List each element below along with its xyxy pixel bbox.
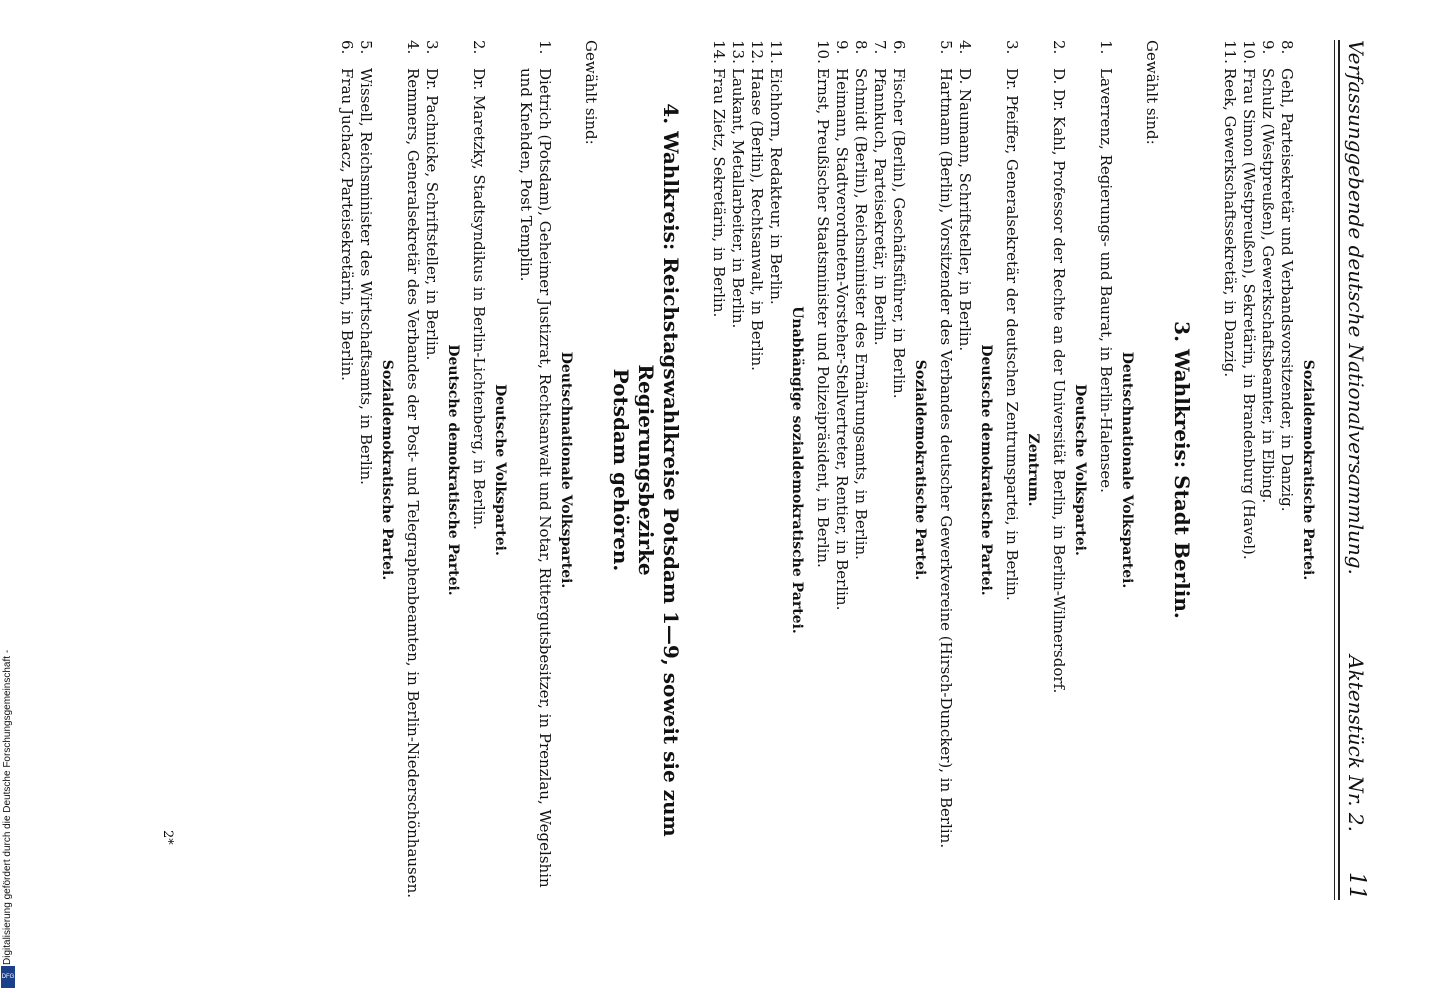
list-item: 9. Schulz (Westpreußen), Gewerkschaftsbeamter, in Elbing. (1259, 40, 1277, 504)
party-heading: Sozialdemokratische Partei. (379, 359, 395, 581)
list-item: 3. Dr. Pachnicke, Schriftsteller, in Berlin. (423, 40, 441, 361)
party-heading: Deutsche Volkspartei. (1072, 384, 1088, 556)
list-item: 11. Reek, Gewerkschaftssekretär, in Danzig. (1221, 40, 1239, 378)
member-list (516, 40, 554, 900)
header-document-number: Aktenstück Nr. 2. (1344, 655, 1368, 832)
list-item: 4. D. Naumann, Schriftsteller, in Berlin. (956, 40, 974, 352)
member-list (403, 40, 441, 900)
party-heading: Deutschnationale Volkspartei. (1119, 351, 1135, 589)
page-signature: 2* (160, 830, 175, 845)
member-list (1049, 40, 1068, 900)
list-item: 2. Dr. Maretzky, Stadtsyndikus in Berlin-Lichtenberg, in Berlin. (470, 40, 488, 530)
digitization-credit (0, 605, 18, 995)
party-heading: Unabhängige sozialdemokratische Partei. (789, 306, 805, 634)
page-header (1344, 40, 1380, 900)
list-item: 4. Remmers, Generalsekretär des Verbandes der Post- und Telegraphenbeamten, in Berlin-Niederschönhausen. (404, 40, 422, 899)
party-heading: Deutsche Volkspartei. (492, 384, 508, 556)
list-item: 9. Heimann, Stadtverordneten-Vorsteher-Stellvertreter, Rentier, in Berlin. (833, 40, 851, 611)
party-heading: Deutsche demokratische Partei. (978, 344, 994, 596)
party-heading: Deutsche demokratische Partei. (445, 344, 461, 596)
list-item: 2. D. Dr. Kahl, Professor der Rechte an der Universität Berlin, in Berlin-Wilmersdorf. (1050, 40, 1068, 694)
credit-text: Digitalisierung gefördert durch die Deutsche Forschungsgemeinschaft - (2, 649, 13, 965)
member-list (1096, 40, 1115, 900)
party-heading: Deutschnationale Volkspartei. (558, 351, 574, 589)
district-groups (337, 40, 574, 900)
list-item: 14. Frau Zietz, Sekretärin, in Berlin. (710, 40, 728, 318)
list-item: 10. Frau Simon (Westpreußen), Sekretärin, in Brandenburg (Havel). (1240, 40, 1258, 560)
member-list (469, 40, 488, 900)
member-list (813, 40, 908, 900)
list-item: 7. Pfannkuch, Parteisekretär, in Berlin. (871, 40, 889, 346)
member-list (936, 40, 974, 900)
list-item: 5. Wissell, Reichsminister des Wirtschaftsamts, in Berlin. (357, 40, 375, 485)
header-rule-thin (1334, 40, 1335, 900)
list-item: 8. Schmidt (Berlin), Reichsminister des Ernährungsamts, in Berlin. (852, 40, 870, 560)
district-groups (709, 40, 1135, 900)
list-item: 1. Dietrich (Potsdam), Geheimer Justizrat, Rechtsanwalt und Notar, Rittergutsbesitzer, in Prenzlau, Wegelshin und Knehden, Post Templin. (517, 40, 554, 888)
district-heading-line: 4. Wahlkreis: Reichstagswahlkreise Potsdam 1—9, soweit sie zum Regierungsbezirke (634, 103, 683, 837)
intro-text: Gewählt sind: (1143, 40, 1161, 145)
list-item: 12. Haase (Berlin), Rechtsanwalt, in Berlin. (748, 40, 766, 371)
rotated-page (90, 40, 1380, 900)
party-heading: Zentrum. (1025, 433, 1041, 507)
list-item: 3. Dr. Pfeiffer, Generalsekretär der deutschen Zentrumspartei, in Berlin. (1003, 40, 1021, 601)
member-list (709, 40, 785, 900)
member-list (1220, 40, 1296, 900)
list-item: 5. Hartmann (Berlin), Vorsitzender des Verbandes deutscher Gewerkvereine (Hirsch-Duncker), in Berlin. (937, 40, 955, 849)
party-heading: Sozialdemokratische Partei. (1300, 359, 1316, 581)
list-item: 8. Gehl, Parteisekretär und Verbandsvorsitzender, in Danzig. (1278, 40, 1296, 512)
district-heading (608, 40, 683, 900)
page-number: 11 (1344, 872, 1369, 900)
page-content (337, 40, 1324, 900)
list-item: 11. Eichhorn, Redakteur, in Berlin. (767, 40, 785, 305)
dfg-logo: DFG (1, 966, 15, 988)
district-heading: 3. Wahlkreis: Stadt Berlin. (1170, 321, 1194, 619)
member-list (1002, 40, 1021, 900)
party-heading: Sozialdemokratische Partei. (912, 359, 928, 581)
list-item: 6. Frau Juchacz, Parteisekretärin, in Berlin. (338, 40, 356, 381)
intro-text: Gewählt sind: (582, 40, 600, 145)
header-rule (1338, 40, 1340, 900)
member-list (337, 40, 375, 900)
list-item: 13. Laukant, Metallarbeiter, in Berlin. (729, 40, 747, 329)
header-title: Verfassunggebende deutsche Nationalversammlung. (1344, 40, 1368, 575)
district-heading-line: Potsdam gehören. (609, 368, 633, 572)
list-item: 1. Laverrenz, Regierungs- und Baurat, in Berlin-Halensee. (1097, 40, 1115, 493)
list-item: 10. Ernst, Preußischer Staatsminister und Polizeipräsident, in Berlin. (814, 40, 832, 568)
list-item: 6. Fischer (Berlin), Geschäftsführer, in Berlin. (890, 40, 908, 399)
